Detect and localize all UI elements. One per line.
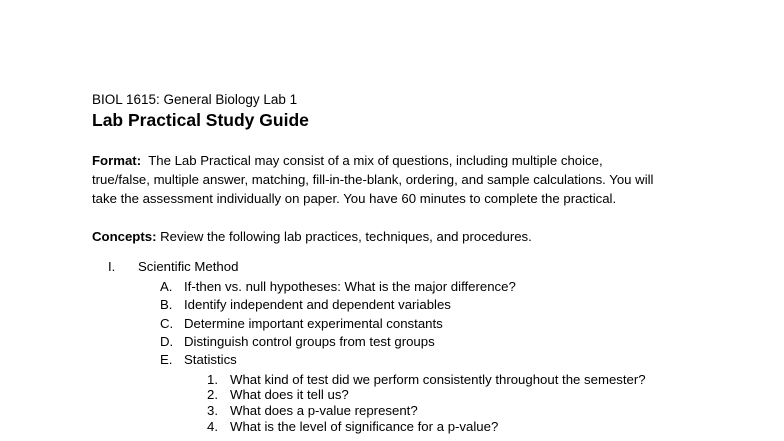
sub-list-item: [207, 419, 498, 434]
sub-list-item-text: What does a p-value represent?: [230, 403, 418, 418]
format-label: Format:: [92, 153, 142, 168]
format-line-2: true/false, multiple answer, matching, fill-in-the-blank, ordering, and sample calculations. You will: [92, 172, 654, 187]
sub-list-item: [207, 387, 349, 402]
concepts-label: Concepts:: [92, 229, 157, 244]
list-marker: E.: [160, 352, 173, 367]
list-item: [160, 352, 237, 367]
list-marker: A.: [160, 279, 173, 294]
concepts-paragraph: [92, 227, 712, 246]
list-item-text: If-then vs. null hypotheses: What is the major difference?: [184, 279, 516, 294]
list-item-text: Statistics: [184, 352, 237, 367]
list-item: [160, 316, 443, 331]
list-item-text: Identify independent and dependent variables: [184, 297, 451, 312]
sub-list-item: [207, 403, 418, 418]
sub-list-item-text: What does it tell us?: [230, 387, 349, 402]
format-line-1: [92, 151, 712, 170]
sub-list-marker: 3.: [207, 403, 218, 418]
list-item-text: Distinguish control groups from test groups: [184, 334, 435, 349]
list-item: [160, 279, 516, 294]
page-title: Lab Practical Study Guide: [92, 110, 309, 130]
format-text-1: The Lab Practical may consist of a mix of questions, including multiple choice,: [148, 153, 603, 168]
sub-list-marker: 4.: [207, 419, 218, 434]
format-line-3: take the assessment individually on paper. You have 60 minutes to complete the practical.: [92, 191, 617, 206]
sub-list-item-text: What kind of test did we perform consistently throughout the semester?: [230, 372, 646, 387]
sub-list-marker: 2.: [207, 387, 218, 402]
concepts-text: Review the following lab practices, techniques, and procedures.: [160, 229, 532, 244]
sub-list-item-text: What is the level of significance for a p-value?: [230, 419, 499, 434]
format-paragraph: [92, 151, 712, 208]
sub-list-item: [207, 372, 646, 387]
sub-list-marker: 1.: [207, 372, 218, 387]
course-heading: BIOL 1615: General Biology Lab 1: [92, 92, 298, 107]
list-item: [160, 334, 435, 349]
list-marker: C.: [160, 316, 174, 331]
list-item-text: Determine important experimental constants: [184, 316, 443, 331]
list-marker: D.: [160, 334, 174, 349]
section-marker: I.: [108, 259, 116, 274]
section-title: Scientific Method: [138, 259, 239, 274]
list-marker: B.: [160, 297, 173, 312]
list-item: [160, 297, 451, 312]
